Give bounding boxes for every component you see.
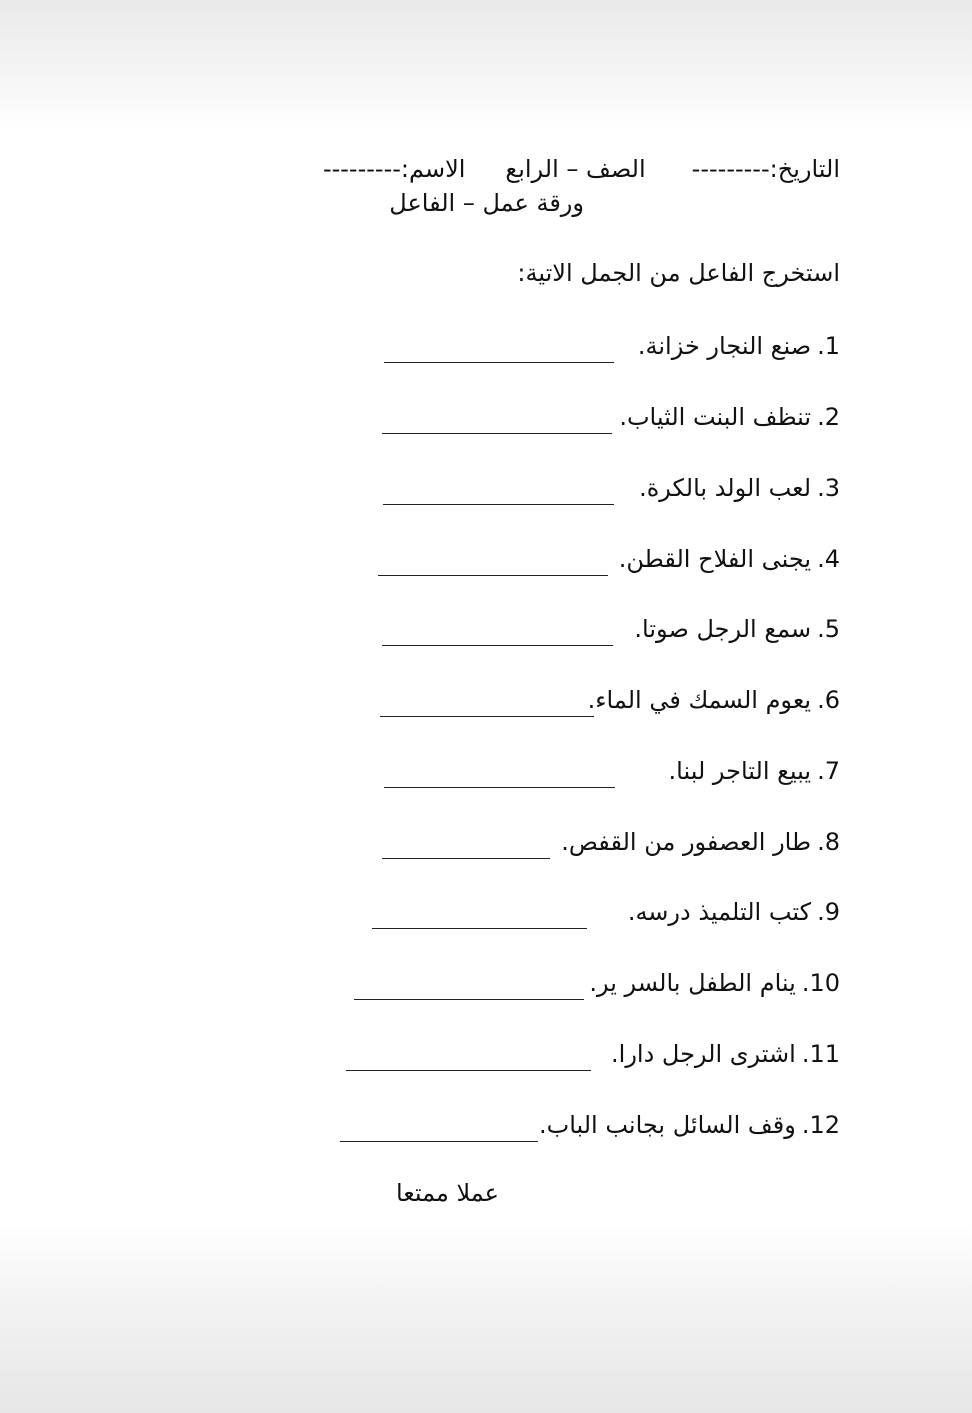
- item-number: 11.: [801, 1040, 840, 1068]
- answer-blank[interactable]: [340, 1141, 538, 1142]
- item-sentence: اشترى الرجل دارا.: [611, 1040, 796, 1068]
- exercise-item: [628, 897, 840, 927]
- item-number: 9.: [817, 898, 840, 926]
- instruction-text: استخرج الفاعل من الجمل الاتية:: [517, 259, 840, 287]
- exercise-item: [589, 968, 840, 998]
- item-sentence: يعوم السمك في الماء.: [587, 686, 812, 714]
- item-sentence: يبيع التاجر لبنا.: [668, 757, 812, 785]
- exercise-item: [539, 1110, 840, 1140]
- answer-blank[interactable]: [382, 858, 550, 859]
- item-number: 7.: [817, 757, 840, 785]
- answer-blank[interactable]: [382, 645, 613, 646]
- item-sentence: لعب الولد بالكرة.: [639, 474, 812, 502]
- exercise-item: [639, 473, 840, 503]
- item-sentence: طار العصفور من القفص.: [561, 828, 812, 856]
- closing-note: عملا ممتعا: [395, 1179, 499, 1207]
- worksheet-subtitle: ورقة عمل – الفاعل: [389, 189, 584, 217]
- item-sentence: صنع النجار خزانة.: [637, 332, 812, 360]
- answer-blank[interactable]: [346, 1070, 591, 1071]
- answer-blank[interactable]: [382, 433, 612, 434]
- exercise-item: [588, 685, 840, 715]
- exercise-item: [611, 1039, 840, 1069]
- exercise-item: [638, 331, 840, 361]
- exercise-item: [634, 614, 840, 644]
- item-number: 6.: [817, 686, 840, 714]
- item-number: 10.: [801, 969, 840, 997]
- item-sentence: ينام الطفل بالسر ير.: [589, 969, 796, 997]
- item-sentence: كتب التلميذ درسه.: [627, 898, 812, 926]
- item-number: 1.: [817, 332, 840, 360]
- item-number: 5.: [817, 615, 840, 643]
- worksheet-header: [323, 154, 840, 184]
- answer-blank[interactable]: [384, 362, 614, 363]
- item-sentence: سمع الرجل صوتا.: [634, 615, 812, 643]
- exercise-item: [619, 402, 840, 432]
- answer-blank[interactable]: [383, 504, 614, 505]
- item-number: 4.: [817, 545, 840, 573]
- item-number: 8.: [817, 828, 840, 856]
- item-number: 2.: [817, 403, 840, 431]
- item-number: 12.: [801, 1111, 840, 1139]
- exercise-item: [669, 756, 840, 786]
- answer-blank[interactable]: [378, 575, 608, 576]
- answer-blank[interactable]: [372, 928, 587, 929]
- answer-blank[interactable]: [384, 787, 615, 788]
- grade-label: الصف – الرابع: [505, 155, 646, 183]
- answer-blank[interactable]: [380, 716, 594, 717]
- date-label: التاريخ:---------: [691, 155, 840, 183]
- item-sentence: يجنى الفلاح القطن.: [618, 545, 812, 573]
- item-number: 3.: [817, 474, 840, 502]
- item-sentence: وقف السائل بجانب الباب.: [538, 1111, 796, 1139]
- item-sentence: تنظف البنت الثياب.: [619, 403, 812, 431]
- exercise-item: [561, 827, 840, 857]
- name-label: الاسم:---------: [322, 155, 466, 183]
- exercise-item: [619, 544, 840, 574]
- answer-blank[interactable]: [354, 999, 584, 1000]
